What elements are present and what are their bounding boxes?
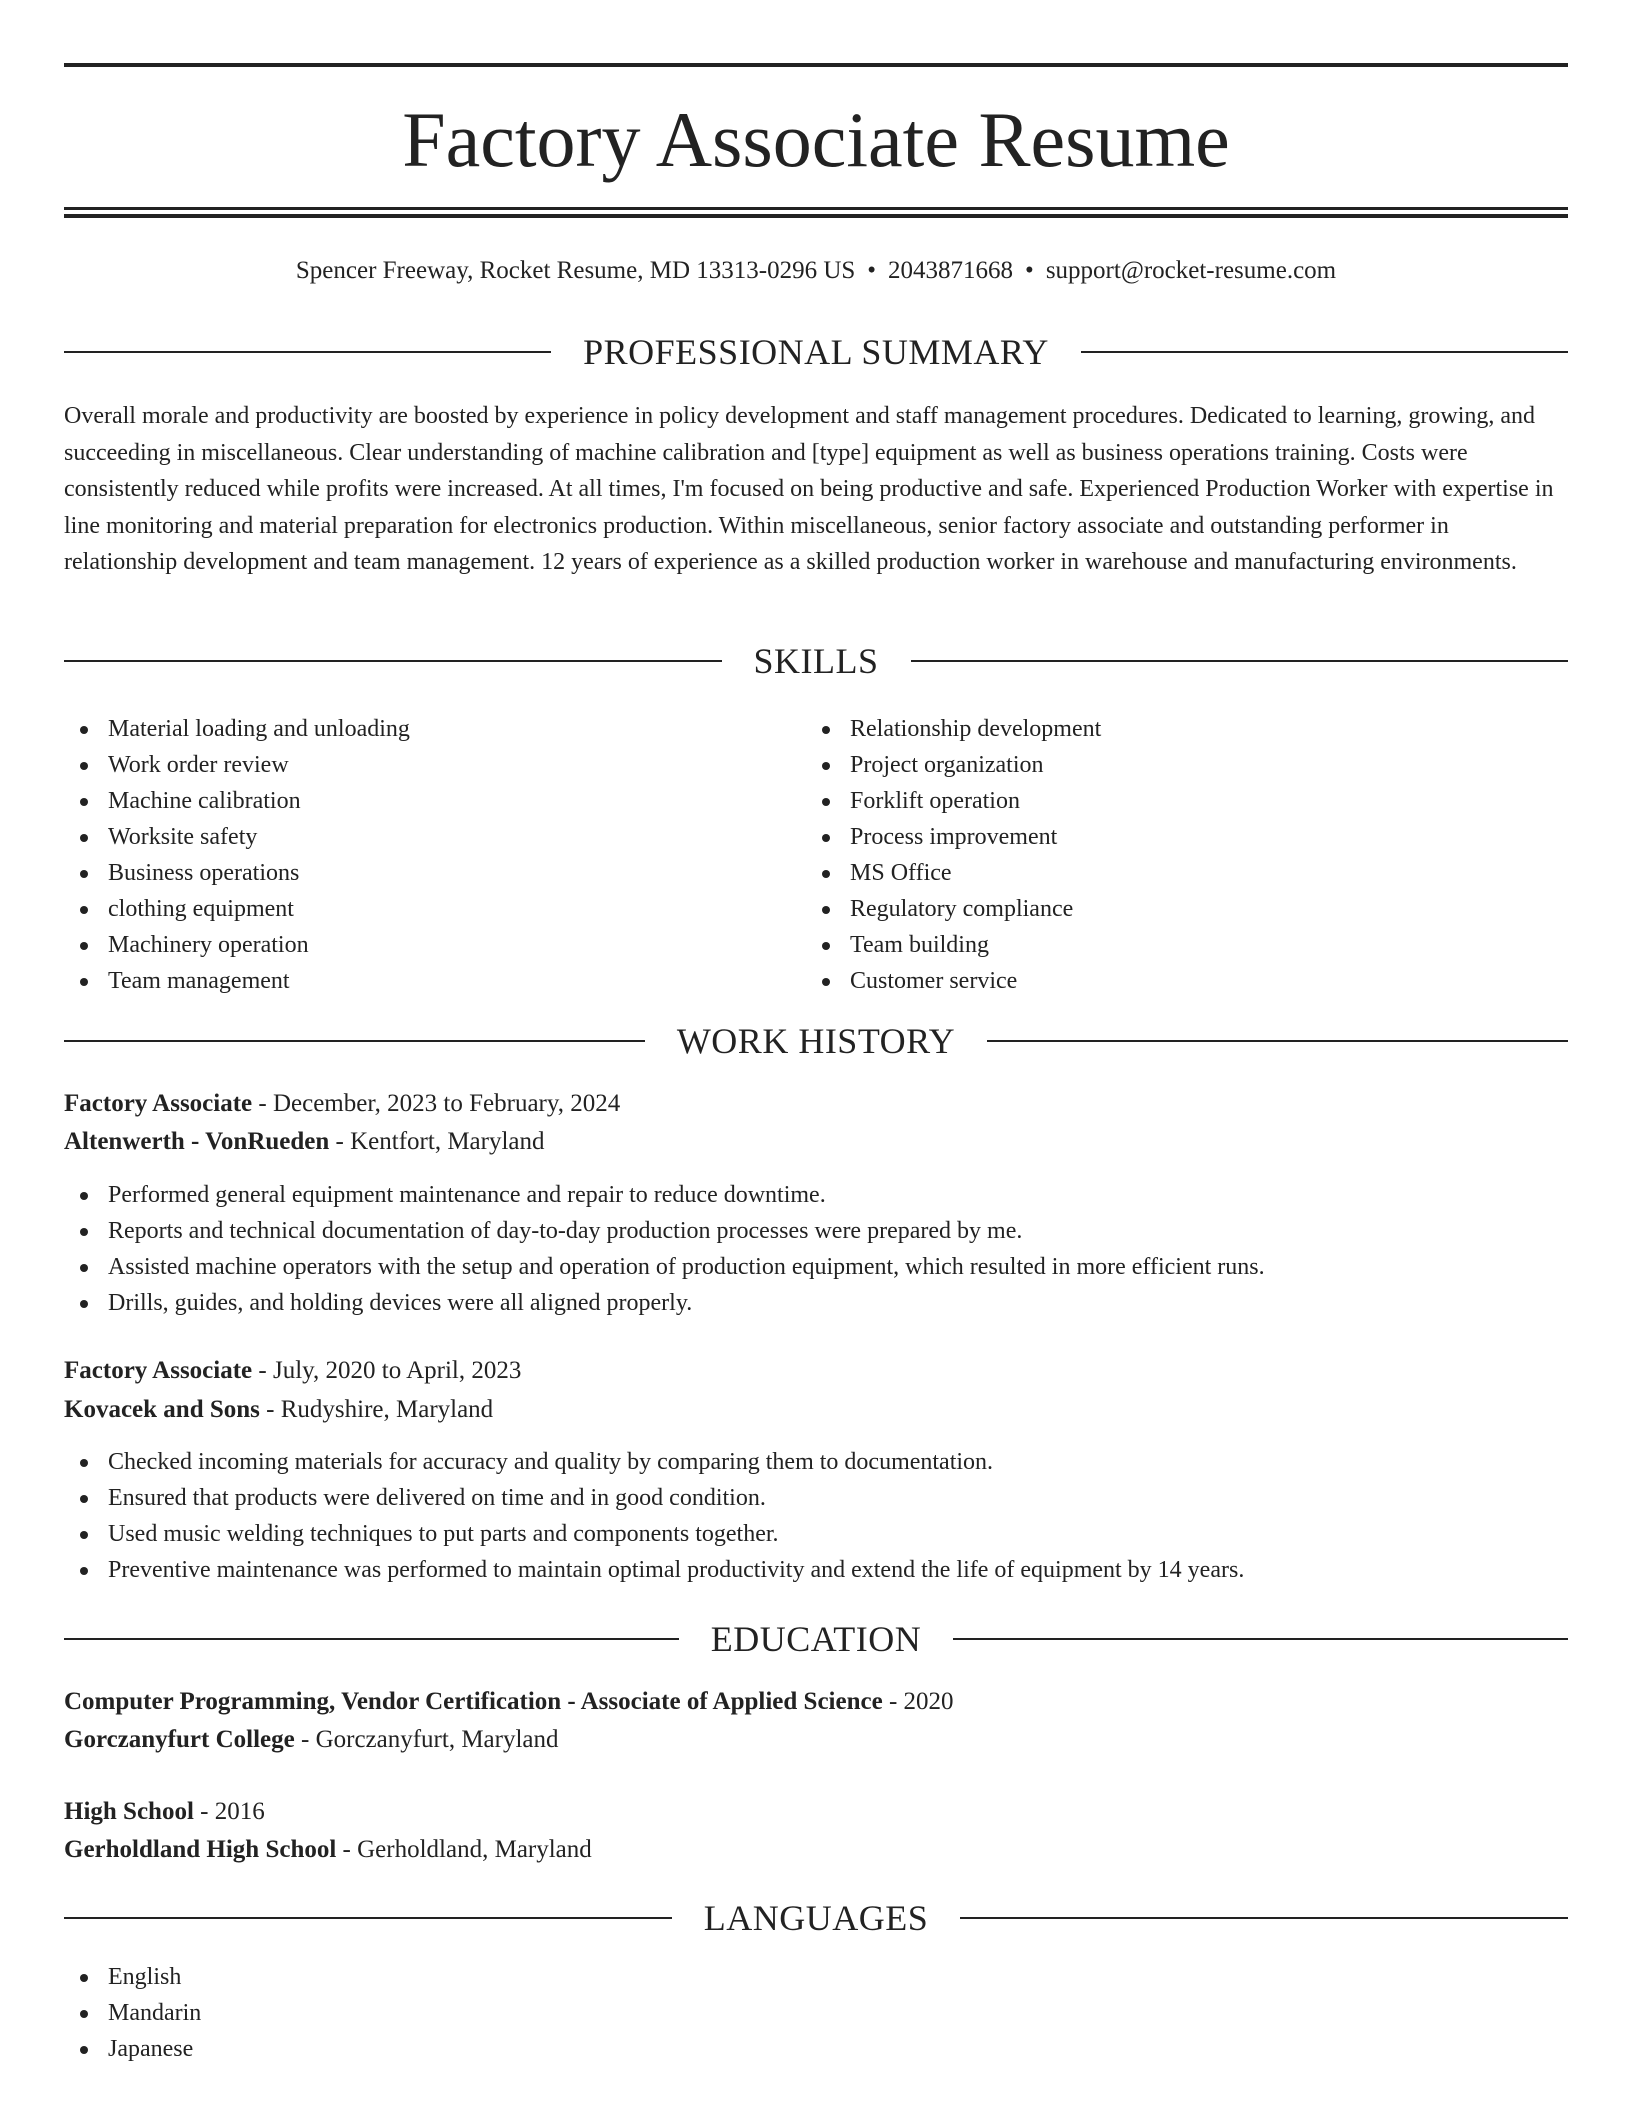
job-bullet: Preventive maintenance was performed to maintain optimal productivity and extend the life of equipment by 14 years. [64, 1552, 1568, 1588]
language-item: Mandarin [64, 1995, 1568, 2031]
education-degree: Computer Programming, Vendor Certification - Associate of Applied Science [64, 1688, 883, 1715]
education-degree-line: High School - 2016 [64, 1798, 265, 1825]
section-header-languages [64, 1896, 1568, 1940]
section-rule [1081, 351, 1568, 353]
education-location: Gerholdland, Maryland [357, 1836, 592, 1863]
job-bullet: Performed general equipment maintenance and repair to reduce downtime. [64, 1177, 1568, 1213]
contact-address: Spencer Freeway, Rocket Resume, MD 13313-0296 US [295, 257, 856, 284]
education-school: Gerholdland High School [64, 1836, 337, 1863]
education-year: 2016 [214, 1798, 265, 1825]
summary-text: Overall morale and productivity are boosted by experience in policy development and staff management procedures. Dedicated to learning, growing, and succeeding in miscellaneous. Clear understanding of machine calibration and [type] equipment as well as business operations training. Costs were consistently reduced while profits were increased. At all times, I'm focused on being productive and safe. Experienced Production Worker with expertise in line monitoring and material preparation for electronics production. Within miscellaneous, senior factory associate and outstanding performer in relationship development and team management. 12 years of experience as a skilled production worker in warehouse and manufacturing environments. [64, 403, 1554, 575]
job-company-line: Kovacek and Sons - Rudyshire, Maryland [64, 1396, 494, 1423]
skill-item: Customer service [806, 963, 1566, 999]
section-rule [953, 1638, 1568, 1640]
skill-item: Process improvement [806, 819, 1566, 855]
skill-item: Machine calibration [64, 783, 804, 819]
skill-item: Machinery operation [64, 927, 804, 963]
section-rule [64, 351, 551, 353]
skill-item: Team building [806, 927, 1566, 963]
languages-list [64, 1959, 1568, 2067]
skill-item: Work order review [64, 747, 804, 783]
skill-item: Forklift operation [806, 783, 1566, 819]
section-title: SKILLS [753, 641, 879, 681]
section-rule [987, 1040, 1568, 1042]
section-title: PROFESSIONAL SUMMARY [583, 332, 1049, 372]
contact-email: support@rocket-resume.com [1045, 257, 1337, 284]
title-rule-lower [64, 214, 1568, 218]
section-rule [64, 1917, 672, 1919]
education-degree-line: Computer Programming, Vendor Certification - Associate of Applied Science - 2020 [64, 1688, 954, 1715]
section-title: EDUCATION [710, 1619, 922, 1659]
job-bullet: Used music welding techniques to put parts and components together. [64, 1516, 1568, 1552]
contact-separator: • [867, 257, 877, 284]
skills-list-left [64, 711, 804, 999]
job-bullet: Checked incoming materials for accuracy and quality by comparing them to documentation. [64, 1444, 1568, 1480]
job-title-line: Factory Associate - July, 2020 to April, 2023 [64, 1357, 522, 1384]
contact-phone: 2043871668 [888, 257, 1014, 284]
job-bullets [64, 1177, 1568, 1321]
job-company: Kovacek and Sons [64, 1396, 260, 1423]
section-rule [911, 660, 1569, 662]
top-rule [64, 63, 1568, 67]
education-school: Gorczanyfurt College [64, 1726, 295, 1753]
job-company-line: Altenwerth - VonRueden - Kentfort, Maryland [64, 1128, 545, 1155]
contact-line [64, 254, 1568, 288]
skill-item: Material loading and unloading [64, 711, 804, 747]
section-header-skills [64, 639, 1568, 683]
job-bullets [64, 1444, 1568, 1588]
job-dates: July, 2020 to April, 2023 [272, 1357, 522, 1384]
skill-item: Project organization [806, 747, 1566, 783]
education-degree: High School [64, 1798, 194, 1825]
job-dates: December, 2023 to February, 2024 [272, 1090, 621, 1117]
job-location: Kentfort, Maryland [350, 1128, 545, 1155]
skill-item: Worksite safety [64, 819, 804, 855]
education-year: 2020 [903, 1688, 954, 1715]
skill-item: Regulatory compliance [806, 891, 1566, 927]
education-location: Gorczanyfurt, Maryland [315, 1726, 559, 1753]
title-rule-upper [64, 207, 1568, 210]
skill-item: MS Office [806, 855, 1566, 891]
skill-item: clothing equipment [64, 891, 804, 927]
language-item: English [64, 1959, 1568, 1995]
job-bullet: Reports and technical documentation of day-to-day production processes were prepared by me. [64, 1213, 1568, 1249]
section-rule [960, 1917, 1568, 1919]
job-role: Factory Associate [64, 1357, 253, 1384]
skill-item: Relationship development [806, 711, 1566, 747]
resume-title: Factory Associate Resume [402, 96, 1230, 183]
section-rule [64, 1638, 679, 1640]
section-title: WORK HISTORY [676, 1021, 956, 1061]
job-bullet: Ensured that products were delivered on time and in good condition. [64, 1480, 1568, 1516]
skill-item: Business operations [64, 855, 804, 891]
section-header-summary [64, 330, 1568, 374]
section-rule [64, 660, 722, 662]
job-company: Altenwerth - VonRueden [64, 1128, 330, 1155]
section-title: LANGUAGES [703, 1898, 929, 1938]
job-location: Rudyshire, Maryland [280, 1396, 494, 1423]
education-school-line: Gorczanyfurt College - Gorczanyfurt, Maryland [64, 1726, 559, 1753]
education-school-line: Gerholdland High School - Gerholdland, Maryland [64, 1836, 592, 1863]
job-title-line: Factory Associate - December, 2023 to February, 2024 [64, 1090, 621, 1117]
job-bullet: Drills, guides, and holding devices were all aligned properly. [64, 1285, 1568, 1321]
skills-list-right [806, 711, 1566, 999]
job-role: Factory Associate [64, 1090, 253, 1117]
language-item: Japanese [64, 2031, 1568, 2067]
section-header-work [64, 1019, 1568, 1063]
skill-item: Team management [64, 963, 804, 999]
contact-separator: • [1025, 257, 1034, 284]
section-rule [64, 1040, 645, 1042]
job-bullet: Assisted machine operators with the setup and operation of production equipment, which resulted in more efficient runs. [64, 1249, 1568, 1285]
section-header-education [64, 1617, 1568, 1661]
